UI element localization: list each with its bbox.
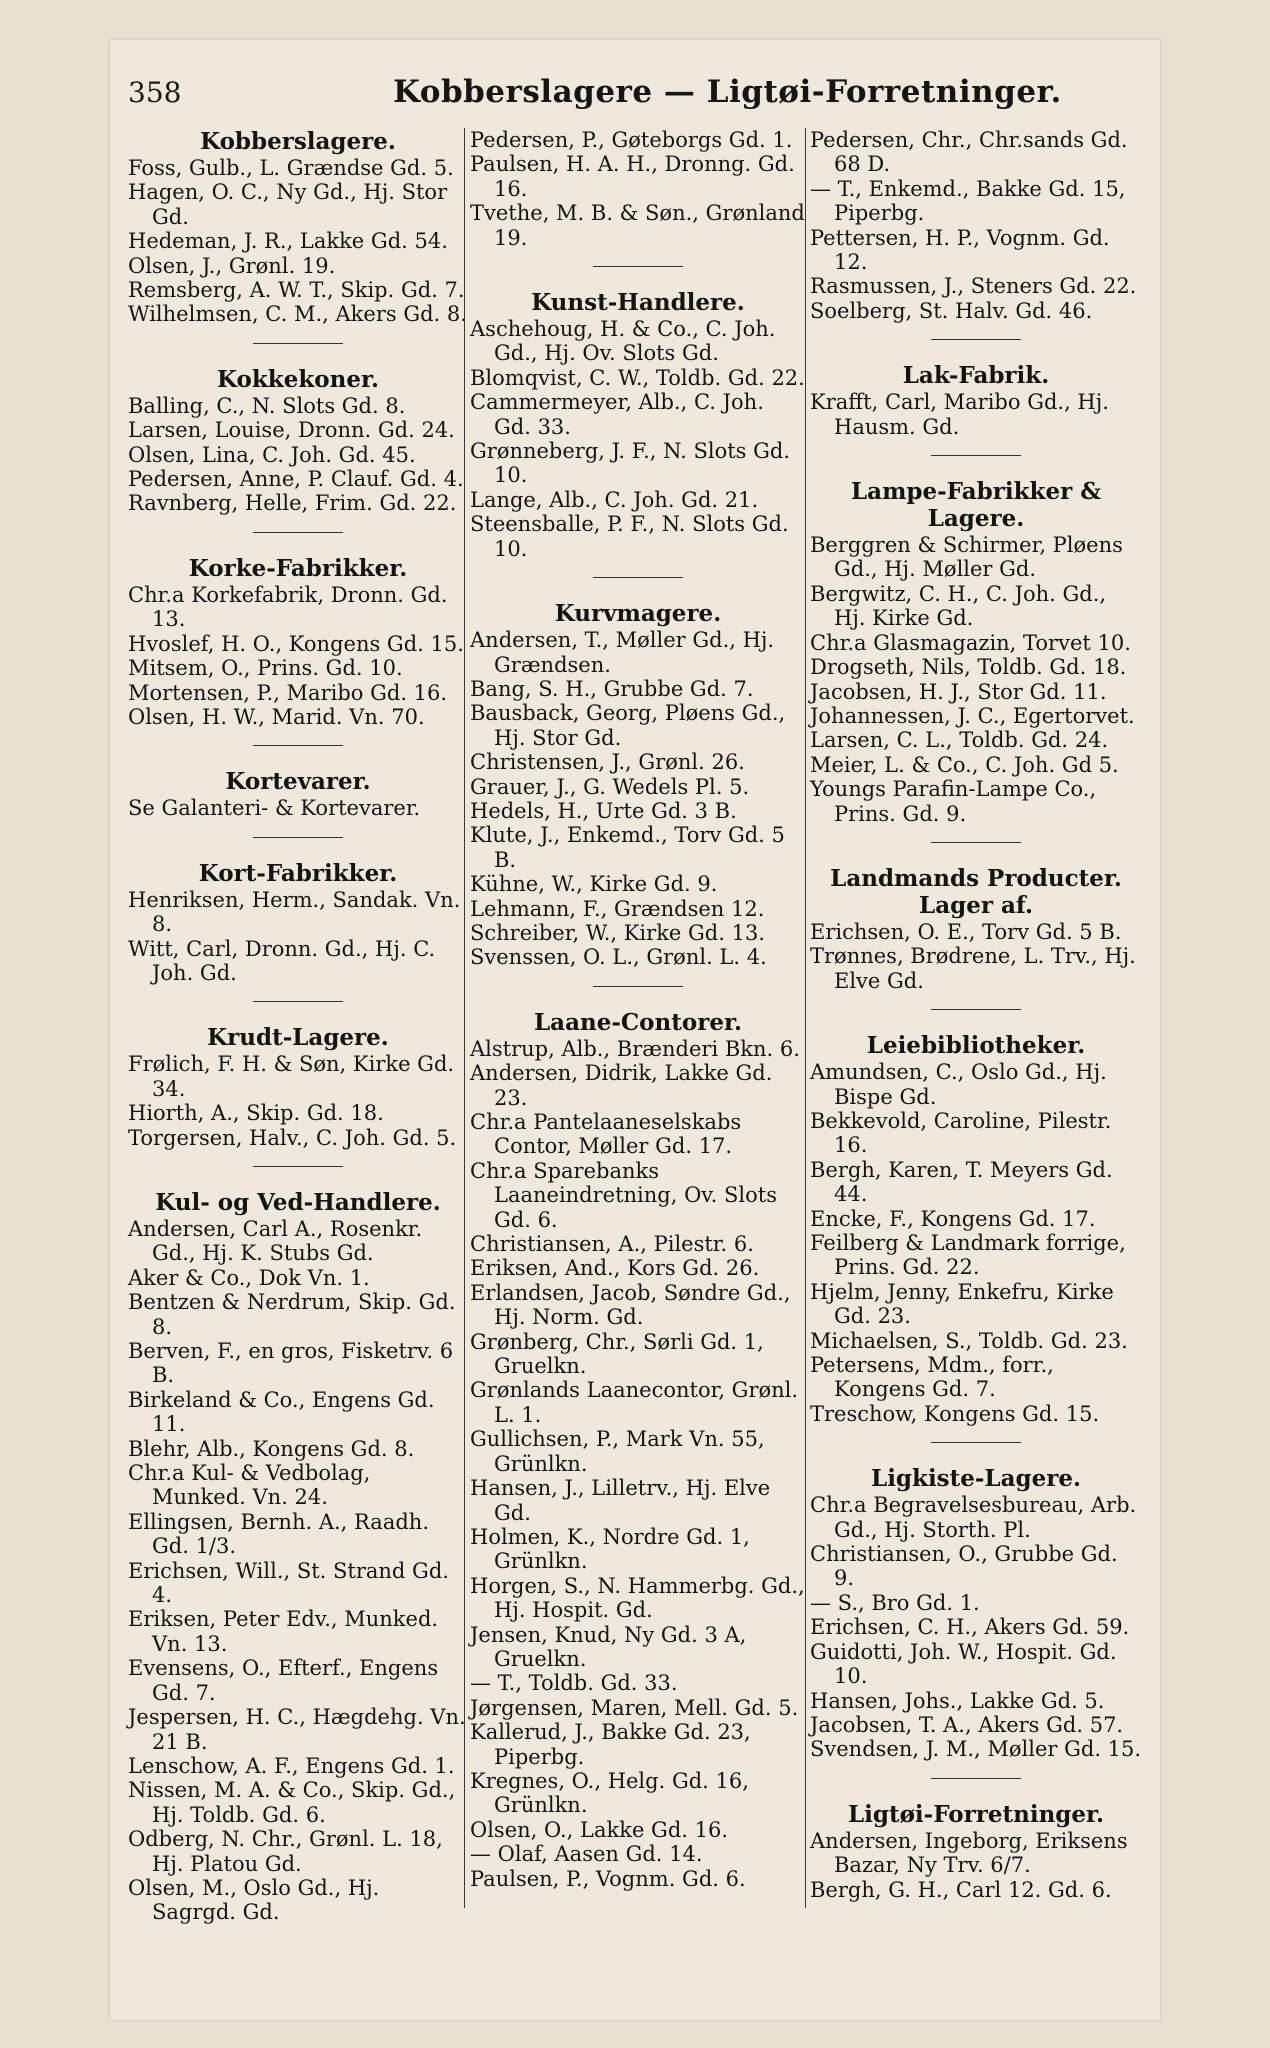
- directory-entry: Hagen, O. C., Ny Gd., Hj. Stor Gd.: [128, 180, 448, 229]
- directory-entry: — T., Toldb. Gd. 33.: [470, 1671, 678, 1696]
- section-title: Kort-Fabrikker.: [198, 859, 398, 887]
- directory-entry: Hvoslef, H. O., Kongens Gd. 15.: [128, 631, 464, 656]
- section-separator: [931, 1778, 1021, 1779]
- page-number: 358: [128, 76, 182, 109]
- section-title: Korke-Fabrikker.: [188, 554, 408, 582]
- section-separator: [593, 266, 683, 267]
- directory-entry: Olsen, O., Lakke Gd. 16.: [470, 1817, 729, 1842]
- section-separator: [931, 842, 1021, 843]
- directory-entry: Chr.a Pantelaaneselskabs Contor, Møller Gd. 17.: [470, 1110, 742, 1159]
- directory-entry: Holmen, K., Nordre Gd. 1, Grünlkn.: [470, 1524, 750, 1574]
- directory-entry: — T., Enkemd., Bakke Gd. 15, Piperbg.: [810, 176, 1126, 226]
- directory-column-2: [470, 128, 806, 1897]
- directory-entry: Krafft, Carl, Maribo Gd., Hj. Hausm. Gd.: [810, 390, 1109, 439]
- directory-entry: Chr.a Begravelsesbureau, Arb. Gd., Hj. Storth. Pl.: [810, 1493, 1137, 1542]
- directory-entry: Horgen, S., N. Hammerbg. Gd., Hj. Hospit. Gd.: [470, 1573, 805, 1623]
- section-title: Kobberslagere.: [200, 128, 396, 155]
- directory-entry: Encke, F., Kongens Gd. 17.: [810, 1206, 1096, 1231]
- section-separator: [253, 532, 343, 533]
- directory-entry: Alstrup, Alb., Brænderi Bkn. 6.: [470, 1036, 800, 1061]
- directory-entry: Berggren & Schirmer, Pløens Gd., Hj. Møller Gd.: [810, 533, 1123, 582]
- directory-entry: Erichsen, Will., St. Strand Gd. 4.: [128, 1558, 449, 1608]
- directory-entry: Frølich, F. H. & Søn, Kirke Gd. 34.: [128, 1052, 455, 1101]
- directory-entry: Hedeman, J. R., Lakke Gd. 54.: [128, 229, 448, 254]
- directory-entry: Odberg, N. Chr., Grønl. L. 18, Hj. Platou Gd.: [128, 1827, 443, 1876]
- directory-entry: Larsen, C. L., Toldb. Gd. 24.: [810, 728, 1109, 753]
- directory-entry: — Olaf, Aasen Gd. 14.: [470, 1842, 703, 1867]
- directory-entry: Evensens, O., Efterf., Engens Gd. 7.: [128, 1656, 439, 1705]
- directory-entry: Andersen, Ingeborg, Eriksens Bazar, Ny Trv. 6/7.: [810, 1828, 1128, 1878]
- directory-entry: Birkeland & Co., Engens Gd. 11.: [128, 1387, 435, 1437]
- directory-entry: Jacobsen, T. A., Akers Gd. 57.: [810, 1712, 1124, 1737]
- directory-entry: Foss, Gulb., L. Grændse Gd. 5.: [128, 156, 454, 180]
- section-title: Kokkekoner.: [217, 365, 379, 393]
- directory-entry: Erichsen, C. H., Akers Gd. 59.: [810, 1615, 1130, 1640]
- directory-entry: Bang, S. H., Grubbe Gd. 7.: [470, 676, 754, 701]
- section-separator: [931, 1442, 1021, 1443]
- directory-entry: Pettersen, H. P., Vognm. Gd. 12.: [810, 225, 1110, 275]
- directory-entry: Bekkevold, Caroline, Pilestr. 16.: [810, 1108, 1112, 1158]
- directory-entry: Olsen, H. W., Marid. Vn. 70.: [128, 704, 425, 729]
- directory-entry: Torgersen, Halv., C. Joh. Gd. 5.: [128, 1125, 457, 1150]
- directory-entry: Mortensen, P., Maribo Gd. 16.: [128, 680, 448, 705]
- directory-section: [128, 1189, 468, 1925]
- section-separator: [593, 577, 683, 578]
- directory-entry: Drogseth, Nils, Toldb. Gd. 18.: [810, 655, 1127, 680]
- directory-entry: Svenssen, O. L., Grønl. L. 4.: [470, 945, 767, 970]
- directory-entry: Andersen, Didrik, Lakke Gd. 23.: [470, 1061, 773, 1110]
- section-title: Kul- og Ved-Handlere.: [155, 1188, 441, 1216]
- directory-section: [128, 555, 468, 729]
- directory-entry: Johannessen, J. C., Egertorvet.: [810, 703, 1135, 728]
- directory-entry: Lange, Alb., C. Joh. Gd. 21.: [470, 487, 759, 512]
- directory-section: [810, 1801, 1142, 1902]
- directory-entry: Blehr, Alb., Kongens Gd. 8.: [128, 1436, 415, 1461]
- directory-entry: Tvethe, M. B. & Søn., Grønland 19.: [470, 201, 805, 250]
- section-separator: [931, 1009, 1021, 1010]
- directory-entry: Amundsen, C., Oslo Gd., Hj. Bispe Gd.: [810, 1060, 1107, 1109]
- directory-entry: Pedersen, Anne, P. Clauf. Gd. 4.: [128, 467, 464, 492]
- directory-entry: Jensen, Knud, Ny Gd. 3 A, Gruelkn.: [470, 1622, 747, 1671]
- directory-entry: Hedels, H., Urte Gd. 3 B.: [470, 798, 737, 823]
- directory-entry: Nissen, M. A. & Co., Skip. Gd., Hj. Toldb. Gd. 6.: [128, 1778, 456, 1827]
- directory-entry: Bergh, G. H., Carl 12. Gd. 6.: [810, 1877, 1112, 1902]
- directory-entry: Se Galanteri- & Kortevarer.: [128, 796, 421, 821]
- section-separator: [931, 339, 1021, 340]
- directory-entry: Schreiber, W., Kirke Gd. 13.: [470, 920, 765, 945]
- directory-entry: Balling, C., N. Slots Gd. 8.: [128, 393, 406, 418]
- directory-entry: Grønlands Laanecontor, Grønl. L. 1.: [470, 1378, 799, 1427]
- directory-column-3: [810, 128, 1142, 1908]
- directory-section: [470, 600, 806, 970]
- directory-entry: Rasmussen, J., Steners Gd. 22.: [810, 274, 1137, 299]
- directory-entry: Petersens, Mdm., forr., Kongens Gd. 7.: [810, 1353, 1054, 1402]
- section-title: Kurvmagere.: [554, 600, 722, 628]
- directory-entry: Witt, Carl, Dronn. Gd., Hj. C. Joh. Gd.: [128, 936, 436, 985]
- running-title: Kobberslagere — Ligtøi-Forretninger.: [393, 74, 1062, 110]
- directory-entry: Kühne, W., Kirke Gd. 9.: [470, 872, 718, 897]
- directory-entry: Henriksen, Herm., Sandak. Vn. 8.: [128, 887, 461, 937]
- section-title: Kortevarer.: [225, 768, 371, 796]
- section-title: Krudt-Lagere.: [207, 1024, 389, 1052]
- section-separator: [253, 837, 343, 838]
- directory-entry: Andersen, Carl A., Rosenkr. Gd., Hj. K. Stubs Gd.: [128, 1216, 423, 1266]
- directory-entry: Chr.a Glasmagazin, Torvet 10.: [810, 630, 1131, 655]
- directory-entry: Bausback, Georg, Pløens Gd., Hj. Stor Gd.: [470, 701, 786, 750]
- directory-entry: Hansen, Johs., Lakke Gd. 5.: [810, 1688, 1105, 1713]
- directory-entry: Andersen, T., Møller Gd., Hj. Grændsen.: [470, 628, 775, 677]
- directory-entry: Grønneberg, J. F., N. Slots Gd. 10.: [470, 439, 791, 488]
- section-title: Ligkiste-Lagere.: [871, 1465, 1081, 1493]
- directory-entry: Guidotti, Joh. W., Hospit. Gd. 10.: [810, 1639, 1117, 1689]
- directory-entry: Wilhelmsen, C. M., Akers Gd. 8.: [128, 302, 467, 327]
- directory-entry: Lenschow, A. F., Engens Gd. 1.: [128, 1753, 455, 1778]
- directory-column-1: [128, 128, 468, 1931]
- directory-entry: Ellingsen, Bernh. A., Raadh. Gd. 1/3.: [128, 1509, 429, 1559]
- directory-entry: Jacobsen, H. J., Stor Gd. 11.: [810, 679, 1107, 704]
- directory-entry: Bentzen & Nerdrum, Skip. Gd. 8.: [128, 1290, 456, 1339]
- directory-entry: Aschehoug, H. & Co., C. Joh. Gd., Hj. Ov. Slots Gd.: [470, 317, 776, 366]
- section-separator: [253, 1166, 343, 1167]
- directory-entry: Treschow, Kongens Gd. 15.: [810, 1401, 1100, 1426]
- directory-entry: Feilberg & Landmark forrige, Prins. Gd. 22.: [810, 1231, 1126, 1280]
- directory-entry: Chr.a Sparebanks Laaneindretning, Ov. Slots Gd. 6.: [470, 1158, 777, 1232]
- directory-entry: Michaelsen, S., Toldb. Gd. 23.: [810, 1328, 1128, 1353]
- directory-entry: Jespersen, H. C., Hægdehg. Vn. 21 B.: [128, 1705, 466, 1754]
- directory-section: [810, 362, 1142, 439]
- directory-section: [128, 366, 468, 516]
- directory-entry: Larsen, Louise, Dronn. Gd. 24.: [128, 418, 455, 443]
- section-title: Kunst-Handlere.: [531, 289, 745, 317]
- directory-section: [128, 860, 468, 986]
- directory-entry: Bergh, Karen, T. Meyers Gd. 44.: [810, 1157, 1113, 1207]
- directory-entry: Paulsen, H. A. H., Dronng. Gd. 16.: [470, 152, 795, 201]
- directory-entry: Chr.a Korkefabrik, Dronn. Gd. 13.: [128, 582, 448, 632]
- directory-section: [810, 478, 1142, 826]
- directory-entry: Soelberg, St. Halv. Gd. 46.: [810, 298, 1093, 323]
- directory-entry: Pedersen, Chr., Chr.sands Gd. 68 D.: [810, 128, 1128, 177]
- directory-section: [470, 128, 806, 250]
- directory-entry: Erlandsen, Jacob, Søndre Gd., Hj. Norm. Gd.: [470, 1280, 791, 1330]
- directory-entry: Remsberg, A. W. T., Skip. Gd. 7.: [128, 278, 465, 303]
- directory-entry: Ravnberg, Helle, Frim. Gd. 22.: [128, 491, 457, 516]
- directory-entry: Hiorth, A., Skip. Gd. 18.: [128, 1101, 384, 1126]
- directory-entry: Eriksen, Peter Edv., Munked. Vn. 13.: [128, 1607, 439, 1656]
- directory-entry: Lehmann, F., Grændsen 12.: [470, 896, 765, 921]
- directory-entry: Steensballe, P. F., N. Slots Gd. 10.: [470, 512, 789, 561]
- directory-entry: Jørgensen, Maren, Mell. Gd. 5.: [470, 1695, 799, 1720]
- section-separator: [931, 455, 1021, 456]
- directory-entry: Paulsen, P., Vognm. Gd. 6.: [470, 1866, 746, 1891]
- directory-entry: Aker & Co., Dok Vn. 1.: [128, 1265, 370, 1290]
- section-title: Leiebibliotheker.: [866, 1032, 1086, 1060]
- directory-entry: Grønberg, Chr., Sørli Gd. 1, Gruelkn.: [470, 1329, 764, 1379]
- directory-entry: Christiansen, A., Pilestr. 6.: [470, 1232, 754, 1257]
- directory-entry: Mitsem, O., Prins. Gd. 10.: [128, 656, 403, 681]
- directory-section: [810, 1032, 1142, 1426]
- directory-entry: Pedersen, P., Gøteborgs Gd. 1.: [470, 128, 793, 152]
- directory-entry: Cammermeyer, Alb., C. Joh. Gd. 33.: [470, 390, 764, 439]
- directory-entry: Kallerud, J., Bakke Gd. 23, Piperbg.: [470, 1720, 751, 1769]
- directory-entry: Blomqvist, C. W., Toldb. Gd. 22.: [470, 365, 805, 390]
- directory-section: [810, 1465, 1142, 1761]
- directory-entry: Christensen, J., Grønl. 26.: [470, 750, 745, 775]
- directory-entry: Olsen, Lina, C. Joh. Gd. 45.: [128, 442, 416, 467]
- section-separator: [593, 986, 683, 987]
- directory-entry: Bergwitz, C. H., C. Joh. Gd., Hj. Kirke Gd.: [810, 581, 1107, 631]
- directory-entry: Kregnes, O., Helg. Gd. 16, Grünlkn.: [470, 1768, 749, 1818]
- directory-section: [128, 768, 468, 820]
- section-title: Laane-Contorer.: [534, 1008, 742, 1036]
- directory-entry: Svendsen, J. M., Møller Gd. 15.: [810, 1737, 1142, 1762]
- directory-entry: Meier, L. & Co., C. Joh. Gd 5.: [810, 752, 1119, 777]
- directory-entry: Trønnes, Brødrene, L. Trv., Hj. Elve Gd.: [810, 944, 1136, 993]
- directory-entry: — S., Bro Gd. 1.: [810, 1590, 980, 1615]
- directory-entry: Christiansen, O., Grubbe Gd. 9.: [810, 1542, 1118, 1591]
- directory-section: [470, 289, 806, 561]
- page-header: [128, 66, 1138, 116]
- directory-entry: Gullichsen, P., Mark Vn. 55, Grünlkn.: [470, 1427, 765, 1476]
- directory-entry: Olsen, J., Grønl. 19.: [128, 253, 336, 278]
- directory-entry: Chr.a Kul- & Vedbolag, Munked. Vn. 24.: [128, 1461, 371, 1510]
- directory-section: [128, 128, 468, 327]
- directory-section: [810, 128, 1142, 323]
- directory-entry: Grauer, J., G. Wedels Pl. 5.: [470, 774, 750, 799]
- section-title: Lak-Fabrik.: [902, 362, 1050, 390]
- directory-entry: Erichsen, O. E., Torv Gd. 5 B.: [810, 919, 1122, 944]
- section-title: Lampe-Fabrikker & Lagere.: [851, 478, 1101, 533]
- directory-section: [128, 1024, 468, 1150]
- directory-entry: Eriksen, And., Kors Gd. 26.: [470, 1256, 760, 1281]
- directory-section: [810, 865, 1142, 993]
- section-separator: [253, 1001, 343, 1002]
- directory-entry: Youngs Parafin-Lampe Co., Prins. Gd. 9.: [810, 777, 1097, 826]
- section-title: Landmands Producter. Lager af.: [830, 864, 1122, 919]
- directory-entry: Klute, J., Enkemd., Torv Gd. 5 B.: [470, 823, 785, 872]
- directory-entry: Berven, F., en gros, Fisketrv. 6 B.: [128, 1339, 454, 1388]
- section-title: Ligtøi-Forretninger.: [847, 1800, 1105, 1828]
- directory-entry: Hansen, J., Lilletrv., Hj. Elve Gd.: [470, 1476, 771, 1525]
- section-separator: [253, 343, 343, 344]
- directory-entry: Hjelm, Jenny, Enkefru, Kirke Gd. 23.: [810, 1279, 1114, 1329]
- directory-entry: Olsen, M., Oslo Gd., Hj. Sagrgd. Gd.: [128, 1875, 380, 1925]
- directory-section: [470, 1009, 806, 1891]
- section-separator: [253, 745, 343, 746]
